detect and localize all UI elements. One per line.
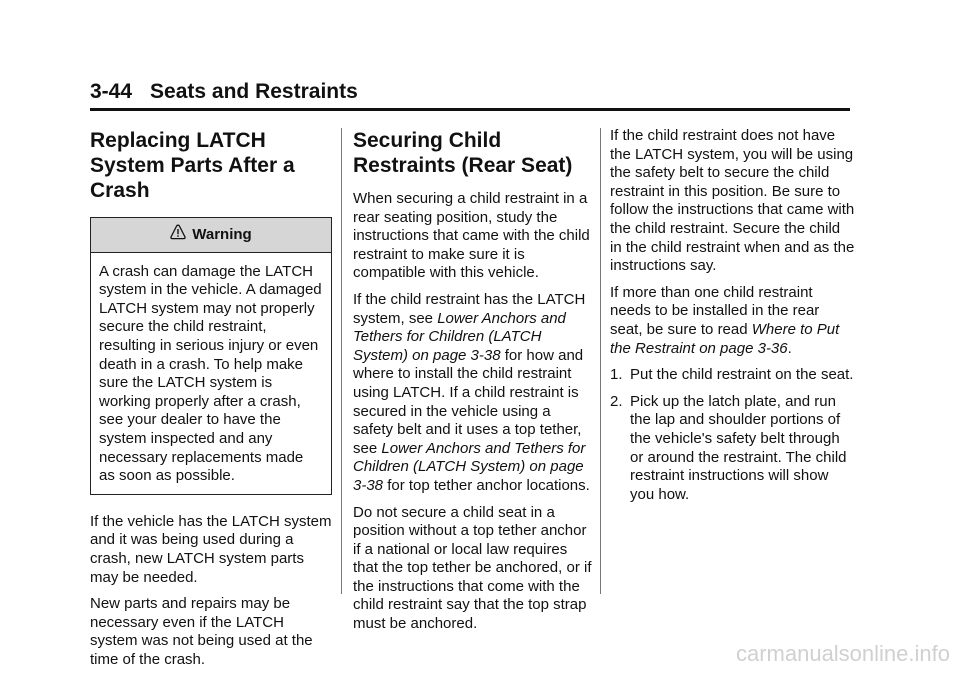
warning-header (91, 218, 331, 253)
watermark: carmanualsonline.info (735, 641, 950, 666)
warning-box (90, 217, 332, 495)
column-divider-1 (341, 128, 342, 594)
list-item: 2. Pick up the latch plate, and run the lap and shoulder portions of the vehicle's safety belt through or around the restraint. The child restraint instructions will show you how. (610, 392, 847, 503)
list-item: 1. Put the child restraint on the seat. (610, 366, 854, 384)
column-1 (90, 128, 332, 677)
column-2 (353, 128, 593, 642)
warning-text: A crash can damage the LATCH system in the vehicle. A damaged LATCH system may not properly secure the child restraint, resulting in serious injury or even death in a crash. To help make sure the LATCH system is working properly after a crash, see your dealer to have the system inspected and any necessary replacements made as soon as possible. (99, 262, 322, 485)
warning-icon (170, 224, 186, 246)
cross-reference-link[interactable]: Lower Anchors and Tethers for Children (LATCH System) on page 3-38 (353, 439, 586, 494)
page-number: 3-44 (90, 80, 133, 103)
paragraph: If the child restraint does not have the LATCH system, you will be using the safety belt to secure the child restraint in this position. Be sure to follow the instructions that came with the child restraint. Secure the child in the child restraint when and as the instructions say. (610, 127, 855, 275)
column-divider-2 (600, 128, 601, 594)
steps-list (610, 366, 855, 504)
cross-reference-link[interactable]: Lower Anchors and Tethers for Children (LATCH System) on page 3-38 (353, 309, 566, 364)
paragraph: New parts and repairs may be necessary even if the LATCH system was not being used at the time of the crash. (90, 595, 313, 668)
column-3 (610, 127, 855, 512)
paragraph: If the vehicle has the LATCH system and it was being used during a crash, new LATCH system parts may be needed. (90, 512, 332, 586)
warning-label: Warning (192, 225, 252, 243)
heading-replacing-latch: Replacing LATCH System Parts After a Crash (90, 129, 295, 202)
page-header (90, 80, 850, 111)
cross-reference-link[interactable]: Where to Put the Restraint on page 3-36 (610, 320, 840, 357)
paragraph-where-to-put: If more than one child restraint needs to be installed in the rear seat, be sure to read Where to Put the Restraint on page 3-36. (610, 283, 840, 357)
heading-securing-child-restraints: Securing Child Restraints (Rear Seat) (353, 129, 573, 177)
paragraph-latch-reference: If the child restraint has the LATCH system, see Lower Anchors and Tethers for Children (LATCH System) on page 3-38 for how and where to install the child restraint using LATCH. If a child restraint is secured in the vehicle using a safety belt and it uses a top tether, see Lower Anchors and Tethers for Children (LATCH System) on page 3-38 for top tether anchor locations. (353, 290, 590, 494)
paragraph: Do not secure a child seat in a position without a top tether anchor if a national or local law requires that the top tether be anchored, or if the instructions that come with the child restraint say that the top strap must be anchored. (353, 503, 592, 633)
header-rule (90, 108, 850, 111)
section-title: Seats and Restraints (150, 80, 358, 103)
paragraph: When securing a child restraint in a rear seating position, study the instructions that came with the child restraint to make sure it is compatible with this vehicle. (353, 190, 590, 282)
